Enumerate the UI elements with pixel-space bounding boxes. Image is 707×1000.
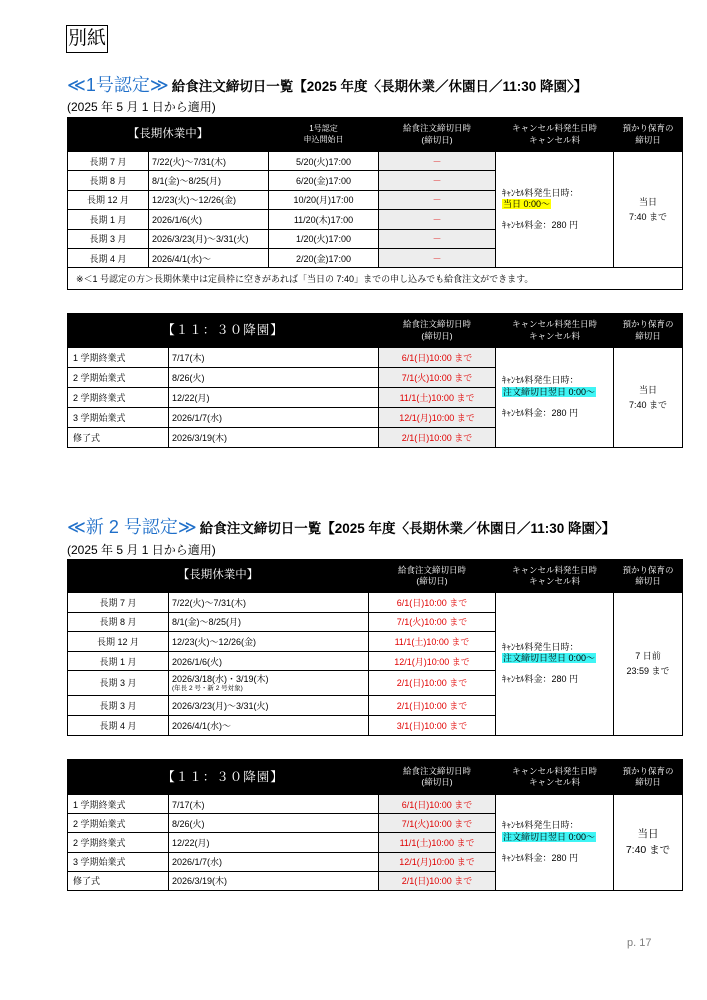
cancellation-start-label: ｷｬﾝｾﾙ料発生日時： [502,375,579,386]
header-long-break: 【長期休業中】 [68,560,369,593]
cancellation-start-line [502,387,613,399]
cancellation-start-time: 注文締切日翌日 0:00～ [503,653,596,664]
header-cancellation [496,760,614,795]
event-label: 3 学期始業式 [68,408,169,428]
cancellation-start-label: ｷｬﾝｾﾙ料発生日時： [502,820,579,831]
order-deadline: 12/1(月)10:00 まで [379,408,496,428]
period-label: 長期 8 月 [68,612,169,632]
table-header-row [68,760,683,795]
order-deadline: 12/1(月)10:00 まで [379,852,496,871]
table-header-row [68,118,683,152]
order-deadline: 7/1(火)10:00 まで [379,814,496,833]
header-line: 締切日 [635,777,661,787]
header-line: 給食注文締切日時 [402,123,471,134]
order-deadline: 7/1(火)10:00 まで [379,368,496,388]
header-line: (締切日) [421,777,453,787]
section-heading [67,513,615,539]
event-label: 修了式 [68,428,169,448]
event-date: 12/22(月) [169,388,379,408]
period-label: 長期 3 月 [68,696,169,716]
period-label: 長期 4 月 [68,715,169,735]
nursery-deadline-line: 7 日前 [635,651,661,662]
header-line: キャンセル料発生日時 [511,564,597,575]
event-date: 2026/1/7(水) [169,852,379,871]
nursery-deadline-cell [614,348,683,448]
header-long-break: 【長期休業中】 [68,118,269,152]
period-label: 長期 1 月 [68,651,169,671]
order-deadline: 2/1(日)10:00 まで [369,696,496,716]
table-row [68,593,683,613]
event-label: 3 学期始業式 [68,852,169,871]
application-start: 11/20(木)17:00 [269,210,379,229]
nursery-deadline-cell [614,593,683,736]
header-application-start [269,118,379,152]
nursery-deadline-line: 7:40 まで [629,399,668,410]
order-deadline: 11/1(土)10:00 まで [379,833,496,852]
header-nursery-deadline [614,760,683,795]
period-label: 長期 3 月 [68,229,149,248]
nursery-deadline-cell [614,152,683,268]
application-start: 5/20(火)17:00 [269,152,379,171]
application-start: 1/20(火)17:00 [269,229,379,248]
effective-date: (2025 年 5 月 1 日から適用) [67,543,216,557]
nursery-deadline-line: 当日 [638,197,657,208]
header-line: 締切日 [635,134,661,145]
date-range: 12/23(火)～12/26(金) [169,632,369,652]
nursery-deadline-line: 23:59 まで [626,665,670,676]
cancellation-start-line [502,199,613,211]
order-deadline: 11/1(土)10:00 まで [369,632,496,652]
period-label: 長期 7 月 [68,593,169,613]
header-line: 締切日 [635,330,661,341]
long-break-table [67,559,683,736]
event-label: 1 学期終業式 [68,348,169,368]
cancellation-start-time: 注文締切日翌日 0:00～ [503,832,596,843]
order-deadline: 6/1(日)10:00 まで [379,795,496,814]
order-deadline: － [379,229,496,248]
header-cancellation [496,118,614,152]
cancellation-start-time: 当日 0:00～ [503,199,551,210]
header-line: キャンセル料 [529,330,581,341]
note-row [68,268,683,290]
cancellation-fee: ｷｬﾝｾﾙ料金：280 円 [502,674,579,685]
header-line: 締切日 [635,576,661,586]
date-range: 8/1(金)～8/25(月) [149,171,269,190]
nursery-deadline-line: 当日 [639,385,658,396]
header-line: (締切日) [416,576,448,586]
attachment-label: 別紙 [66,25,108,53]
table-header-row [68,560,683,593]
order-deadline: － [379,171,496,190]
date-range: 7/22(火)～7/31(木) [149,152,269,171]
header-cancellation [496,560,614,593]
date-range [169,671,369,696]
date-range: 2026/3/18(水)・3/19(木) [172,673,269,684]
order-deadline: － [379,210,496,229]
event-date: 8/26(火) [169,368,379,388]
event-label: 2 学期始業式 [68,814,169,833]
order-deadline: 2/1(日)10:00 まで [379,871,496,890]
header-line: 給食注文締切日時 [403,765,472,776]
event-label: 2 学期終業式 [68,388,169,408]
event-label: 2 学期終業式 [68,833,169,852]
date-range: 8/1(金)～8/25(月) [169,612,369,632]
section-heading [67,71,587,97]
page-number: p. 17 [627,937,652,949]
order-deadline: － [379,190,496,209]
table-row [68,152,683,171]
table-row [68,348,683,368]
header-order-deadline [369,560,496,593]
order-deadline: 7/1(火)10:00 まで [369,612,496,632]
period-label: 長期 1 月 [68,210,149,229]
date-range-note: (年長 2 号・新 2 号対象) [172,685,243,693]
header-line: 預かり保育の [622,123,674,134]
date-range: 12/23(火)～12/26(金) [149,190,269,209]
header-nursery-deadline [614,314,683,348]
cancellation-start-line [502,653,613,665]
date-range: 2026/4/1(水)～ [149,248,269,267]
header-line: (締切日) [421,134,453,145]
cancellation-fee-cell [496,795,614,891]
header-line: キャンセル料発生日時 [512,765,598,776]
header-line: 預かり保育の [622,564,674,575]
section-title: 給食注文締切日一覧【2025 年度〈長期休業／休園日／11:30 降園〉】 [199,521,616,536]
cancellation-fee-cell [496,593,614,736]
date-range: 2026/1/6(火) [169,651,369,671]
period-label: 長期 8 月 [68,171,149,190]
header-nursery-deadline [614,118,683,152]
table-header-row [68,314,683,348]
event-date: 7/17(木) [169,348,379,368]
header-line: 預かり保育の [622,765,674,776]
header-line: 給食注文締切日時 [397,564,466,575]
effective-date: (2025 年 5 月 1 日から適用) [67,100,216,114]
order-deadline: 2/1(日)10:00 まで [369,671,496,696]
early-pickup-table [67,313,683,448]
event-label: 2 学期始業式 [68,368,169,388]
header-line: キャンセル料発生日時 [511,123,597,134]
order-deadline: 6/1(日)10:00 まで [369,593,496,613]
period-label: 長期 12 月 [68,632,169,652]
cancellation-fee: ｷｬﾝｾﾙ料金：280 円 [502,407,579,418]
order-deadline: － [379,152,496,171]
cancellation-start-line [502,832,613,844]
period-label: 長期 12 月 [68,190,149,209]
header-cancellation [496,314,614,348]
header-line: 預かり保育の [622,319,674,330]
header-line: キャンセル料 [528,576,580,586]
header-order-deadline [379,118,496,152]
application-start: 10/20(月)17:00 [269,190,379,209]
header-line: キャンセル料 [528,134,580,145]
nursery-deadline-line: 7:40 まで [628,211,668,222]
cancellation-start-label: ｷｬﾝｾﾙ料発生日時： [502,641,579,652]
certification-badge: ≪1号認定≫ [67,75,169,95]
date-range: 7/22(火)～7/31(木) [169,593,369,613]
event-date: 2026/3/19(木) [169,428,379,448]
date-range: 2026/3/23(月)～3/31(火) [169,696,369,716]
event-date: 2026/3/19(木) [169,871,379,890]
nursery-deadline-line: 7:40 まで [625,844,671,857]
order-deadline: 6/1(日)10:00 まで [379,348,496,368]
order-deadline: 12/1(月)10:00 まで [369,651,496,671]
cancellation-start-time: 注文締切日翌日 0:00～ [503,387,596,398]
order-deadline: － [379,248,496,267]
event-label: 修了式 [68,871,169,890]
period-label: 長期 3 月 [68,671,169,696]
header-line: 1号認定 [309,123,338,133]
early-pickup-table [67,759,683,891]
header-line: キャンセル料 [529,777,581,787]
application-start: 6/20(金)17:00 [269,171,379,190]
header-order-deadline [379,314,496,348]
cancellation-fee: ｷｬﾝｾﾙ料金：280 円 [502,220,579,231]
header-line: 申込開始日 [303,134,344,144]
table-row [68,795,683,814]
header-line: (締切日) [421,330,453,341]
nursery-deadline-line: 当日 [637,827,659,840]
cancellation-fee: ｷｬﾝｾﾙ料金：280 円 [502,852,579,863]
header-line: キャンセル料発生日時 [512,319,598,330]
date-range: 2026/3/23(月)～3/31(火) [149,229,269,248]
event-date: 12/22(月) [169,833,379,852]
period-label: 長期 4 月 [68,248,149,267]
event-date: 2026/1/7(水) [169,408,379,428]
cancellation-fee-cell [496,348,614,448]
long-break-table [67,117,683,290]
event-label: 1 学期終業式 [68,795,169,814]
header-line: 給食注文締切日時 [403,319,472,330]
nursery-deadline-cell [614,795,683,891]
event-date: 7/17(木) [169,795,379,814]
cancellation-start-label: ｷｬﾝｾﾙ料発生日時： [502,187,579,198]
application-start: 2/20(金)17:00 [269,248,379,267]
certification-badge: ≪新 2 号認定≫ [67,517,197,537]
period-label: 長期 7 月 [68,152,149,171]
order-deadline: 2/1(日)10:00 まで [379,428,496,448]
note-text: ※＜1 号認定の方＞長期休業中は定員枠に空きがあれば「当日の 7:40」までの申し込みでも給食注文ができます。 [68,268,683,290]
order-deadline: 3/1(日)10:00 まで [369,715,496,735]
header-nursery-deadline [614,560,683,593]
date-range: 2026/1/6(火) [149,210,269,229]
section-title: 給食注文締切日一覧【2025 年度〈長期休業／休園日／11:30 降園〉】 [171,79,588,94]
order-deadline: 11/1(土)10:00 まで [379,388,496,408]
header-early-pickup: 【１１：３０降園】 [68,314,379,348]
date-range: 2026/4/1(水)～ [169,715,369,735]
event-date: 8/26(火) [169,814,379,833]
header-early-pickup: 【１１：３０降園】 [68,760,379,795]
cancellation-fee-cell [496,152,614,268]
header-order-deadline [379,760,496,795]
